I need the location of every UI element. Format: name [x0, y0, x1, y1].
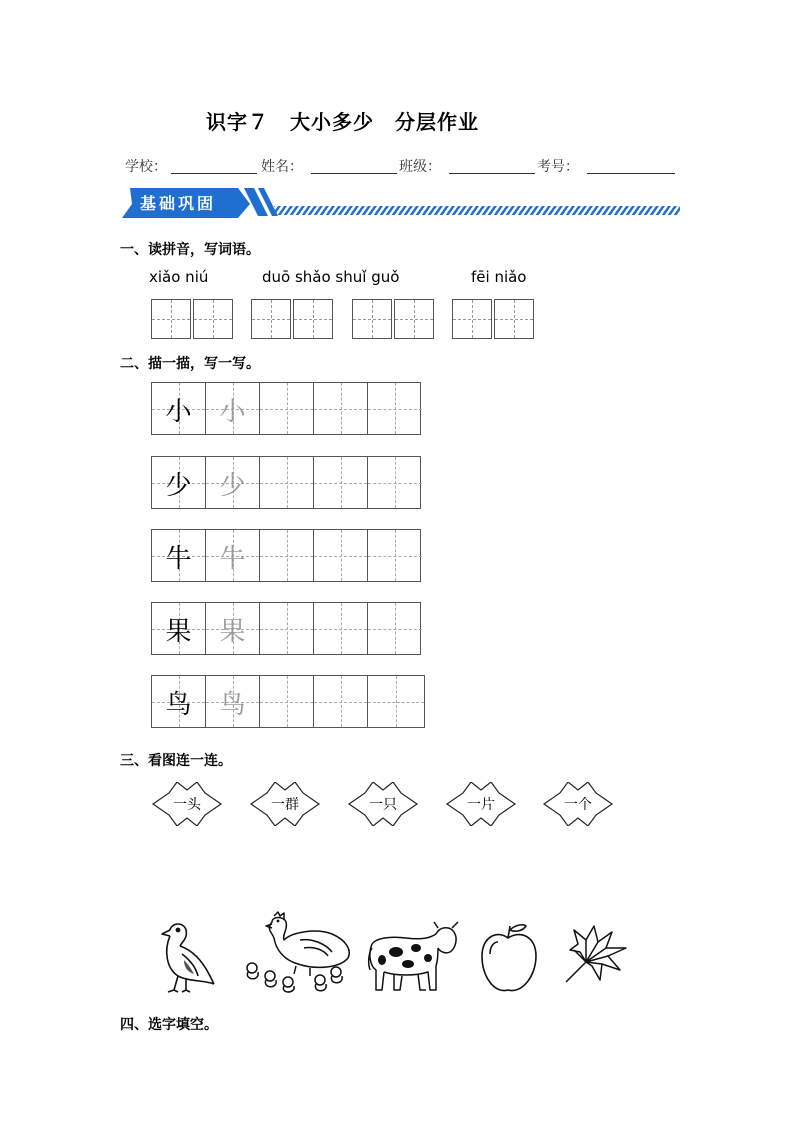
question-4-heading: 四、选字填空。	[120, 1017, 218, 1033]
cow-icon[interactable]	[366, 918, 462, 996]
practice-cell[interactable]	[368, 676, 424, 727]
model-char: 鸟	[165, 690, 192, 720]
word-card-4[interactable]	[445, 782, 517, 826]
word-card-2[interactable]	[249, 782, 321, 826]
practice-cell[interactable]	[260, 603, 314, 654]
number-label: 考号：	[537, 159, 579, 175]
practice-row-3	[151, 529, 421, 582]
class-label: 班级：	[399, 159, 441, 175]
practice-cell[interactable]	[368, 457, 422, 508]
word-card-5[interactable]	[542, 782, 614, 826]
word-label: 一个	[564, 797, 592, 813]
trace-char: 牛	[219, 544, 246, 574]
name-blank[interactable]	[311, 173, 397, 174]
word-label: 一片	[467, 797, 495, 813]
practice-cell[interactable]	[314, 603, 368, 654]
practice-cell[interactable]	[368, 383, 422, 434]
writing-box[interactable]	[494, 299, 534, 339]
number-blank[interactable]	[587, 173, 675, 174]
student-info	[125, 156, 680, 178]
practice-row-1	[151, 382, 421, 435]
page-title: 识字７ 大小多少 分层作业	[206, 110, 479, 134]
question-1-heading: 一、读拼音，写词语。	[120, 242, 260, 258]
practice-cell[interactable]	[260, 457, 314, 508]
writing-box[interactable]	[394, 299, 434, 339]
practice-cell[interactable]	[260, 676, 314, 727]
practice-cell[interactable]	[314, 457, 368, 508]
trace-char: 鸟	[219, 690, 246, 720]
practice-row-2	[151, 456, 421, 509]
model-char: 牛	[165, 544, 192, 574]
model-char: 小	[165, 397, 192, 427]
bird-icon[interactable]	[156, 920, 218, 996]
pinyin-3: fēi niǎo	[471, 268, 527, 286]
word-label: 一只	[369, 797, 397, 813]
practice-cell[interactable]	[314, 530, 368, 581]
trace-char: 少	[219, 471, 246, 501]
trace-char: 小	[219, 397, 246, 427]
trace-char: 果	[219, 617, 246, 647]
apple-icon[interactable]	[478, 920, 540, 996]
practice-cell[interactable]	[260, 530, 314, 581]
question-3-heading: 三、看图连一连。	[120, 753, 232, 769]
class-blank[interactable]	[449, 173, 535, 174]
writing-box[interactable]	[193, 299, 233, 339]
practice-row-4	[151, 602, 421, 655]
writing-box[interactable]	[151, 299, 191, 339]
hen-and-chicks-icon[interactable]	[236, 910, 354, 996]
practice-cell[interactable]	[314, 383, 368, 434]
practice-cell[interactable]	[368, 530, 422, 581]
word-card-3[interactable]	[347, 782, 419, 826]
name-label: 姓名：	[261, 159, 303, 175]
pinyin-1: xiǎo niú	[149, 268, 209, 286]
pinyin-2: duō shǎo shuǐ guǒ	[262, 268, 400, 286]
school-blank[interactable]	[171, 173, 257, 174]
writing-box[interactable]	[452, 299, 492, 339]
banner-label: 基础巩固	[140, 194, 217, 213]
writing-box[interactable]	[293, 299, 333, 339]
word-label: 一头	[173, 797, 201, 813]
model-char: 少	[165, 471, 192, 501]
practice-cell[interactable]	[368, 603, 422, 654]
writing-box[interactable]	[251, 299, 291, 339]
question-2-heading: 二、描一描，写一写。	[120, 356, 260, 372]
word-card-1[interactable]	[151, 782, 223, 826]
school-label: 学校：	[125, 159, 167, 175]
leaf-icon[interactable]	[556, 922, 630, 988]
practice-cell[interactable]	[314, 676, 368, 727]
writing-box[interactable]	[352, 299, 392, 339]
practice-cell[interactable]	[260, 383, 314, 434]
model-char: 果	[165, 617, 192, 647]
practice-row-5	[151, 675, 425, 728]
word-label: 一群	[271, 797, 299, 813]
